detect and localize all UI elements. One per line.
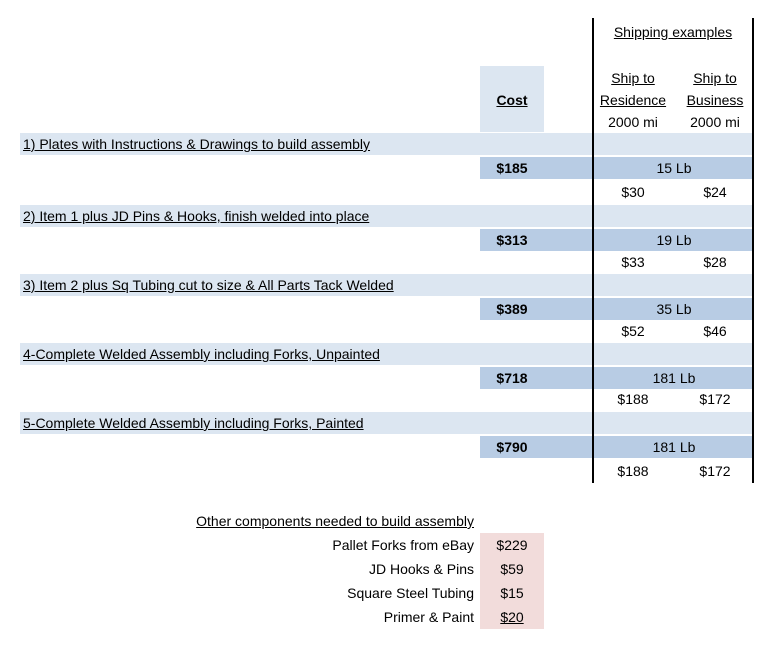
business-heading-line3: 2000 mi bbox=[690, 114, 740, 130]
item-label: 1) Plates with Instructions & Drawings to build assembly bbox=[23, 136, 371, 152]
item-weight: 181 Lb bbox=[652, 439, 696, 455]
item-weight: 35 Lb bbox=[656, 301, 692, 317]
item-residence-price: $188 bbox=[617, 391, 649, 407]
components-title: Other components needed to build assembly bbox=[196, 513, 474, 529]
component-price: $229 bbox=[480, 533, 544, 557]
shipping-examples-heading: Shipping examples bbox=[613, 24, 733, 40]
cost-heading: Cost bbox=[496, 92, 528, 108]
component-price: $59 bbox=[480, 557, 544, 581]
residence-heading-line2: Residence bbox=[599, 92, 667, 108]
item-label: 3) Item 2 plus Sq Tubing cut to size & All Parts Tack Welded bbox=[23, 277, 394, 293]
business-heading-line1: Ship to bbox=[693, 70, 737, 86]
item-residence-price: $33 bbox=[621, 254, 645, 270]
item-residence-price: $52 bbox=[621, 323, 645, 339]
item-label: 5-Complete Welded Assembly including Forks, Painted bbox=[23, 415, 364, 431]
component-price-text: $20 bbox=[500, 609, 524, 625]
item-business-price: $28 bbox=[703, 254, 727, 270]
item-residence-price: $188 bbox=[617, 463, 649, 479]
item-weight: 15 Lb bbox=[656, 160, 692, 176]
item-business-price: $172 bbox=[699, 391, 731, 407]
item-cost: $313 bbox=[496, 232, 528, 248]
item-label: 2) Item 1 plus JD Pins & Hooks, finish welded into place bbox=[23, 208, 370, 224]
component-label: Pallet Forks from eBay bbox=[332, 537, 474, 553]
item-cost: $389 bbox=[496, 301, 528, 317]
component-price: $15 bbox=[480, 581, 544, 605]
item-weight: 181 Lb bbox=[652, 370, 696, 386]
item-business-price: $172 bbox=[699, 463, 731, 479]
item-cost: $185 bbox=[496, 160, 528, 176]
item-residence-price: $30 bbox=[621, 184, 645, 200]
item-cost: $718 bbox=[496, 370, 528, 386]
residence-heading-line3: 2000 mi bbox=[608, 114, 658, 130]
item-weight: 19 Lb bbox=[656, 232, 692, 248]
component-label: JD Hooks & Pins bbox=[368, 561, 474, 577]
component-price bbox=[480, 605, 544, 629]
item-business-price: $24 bbox=[703, 184, 727, 200]
business-heading-line2: Business bbox=[686, 92, 744, 108]
residence-heading-line1: Ship to bbox=[611, 70, 655, 86]
item-business-price: $46 bbox=[703, 323, 727, 339]
component-label: Primer & Paint bbox=[383, 609, 474, 625]
item-cost: $790 bbox=[496, 439, 528, 455]
component-label: Square Steel Tubing bbox=[347, 585, 474, 601]
item-label: 4-Complete Welded Assembly including Forks, Unpainted bbox=[23, 346, 380, 362]
